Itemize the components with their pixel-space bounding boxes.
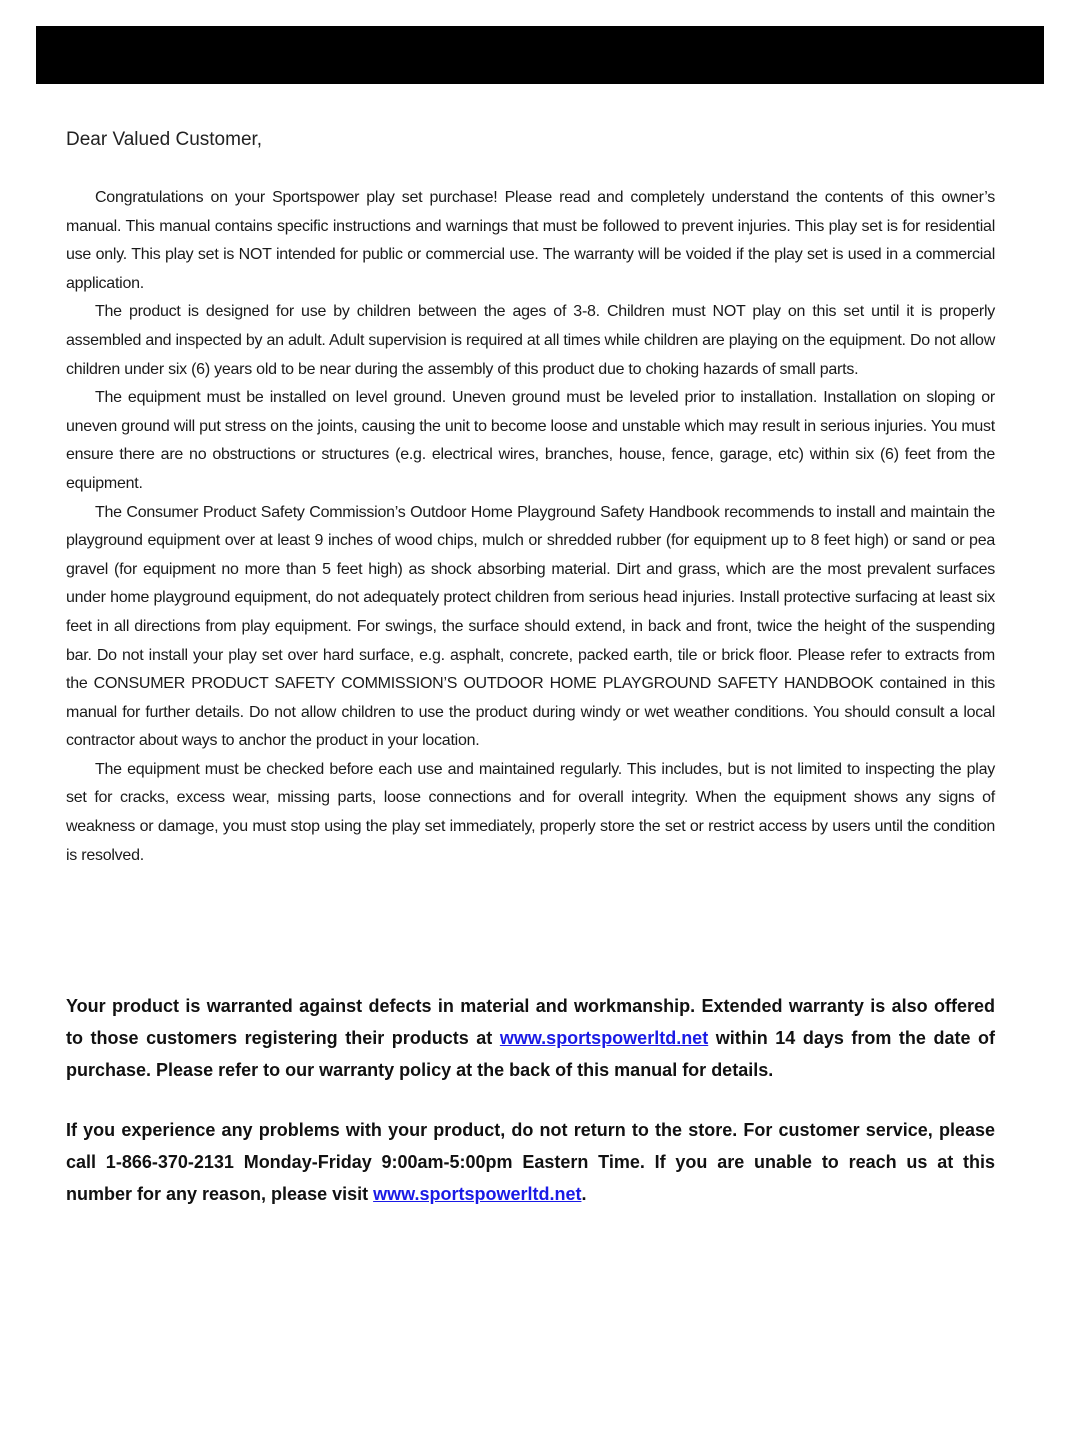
paragraph-maintenance: The equipment must be checked before each use and maintained regularly. This includes, but is not limited to inspecting the play set for cracks, excess wear, missing parts, loose connections and for overall integrity. When the equipment shows any signs of weakness or damage, you must stop using the play set immediately, properly store the set or restrict access by users until the condition is resolved. [66, 760, 995, 864]
service-text-end: . [581, 1184, 587, 1204]
header-bar [36, 26, 1044, 84]
service-website-link[interactable]: www.sportspowerltd.net [373, 1184, 582, 1204]
greeting: Dear Valued Customer, [66, 129, 263, 150]
paragraph-surfacing: The Consumer Product Safety Commission’s Outdoor Home Playground Safety Handbook recommends to install and maintain the playground equipment over at least 9 inches of wood chips, mulch or shredded rubber (for equipment up to 8 feet high) or sand or pea gravel (for equipment no more than 5 feet high) as shock absorbing material. Dirt and grass, which are the most prevalent surfaces under home playground equipment, do not adequately protect children from serious head injuries. Install protective surfacing at least six feet in all directions from play equipment. For swings, the surface should extend, in back and front, twice the height of the suspending bar. Do not install your play set over hard surface, e.g. asphalt, concrete, packed earth, tile or brick floor. Please refer to extracts from the CONSUMER PRODUCT SAFETY COMMISSION’S OUTDOOR HOME PLAYGROUND SAFETY HANDBOOK contained in this manual for further details. Do not allow children to use the product during windy or wet weather conditions. You should consult a local contractor about ways to anchor the product in your location. [66, 503, 995, 750]
warranty-text-end: within 14 days from the date of purchase. Please refer to our warranty policy at the back of this manual for details. [66, 1028, 996, 1080]
warranty-website-link[interactable]: www.sportspowerltd.net [499, 1028, 709, 1048]
paragraph-ground: The equipment must be installed on level ground. Uneven ground must be leveled prior to installation. Installation on sloping or uneven ground will put stress on the joints, causing the unit to become loose and unstable which may result in serious injuries. You must ensure there are no obstructions or structures (e.g. electrical wires, branches, house, fence, garage, etc) within six (6) feet from the equipment. [66, 389, 995, 492]
warranty-text: Your product is warranted against defects in material and workmanship. Extended warranty is also offered to those customers registering their products at [66, 996, 995, 1048]
paragraph-purchase: Congratulations on your Sportspower play set purchase! Please read and completely understand the contents of this owner’s manual. This manual contains specific instructions and warnings that must be followed to prevent injuries. This play set is for residential use only. This play set is NOT intended for public or commercial use. The warranty will be voided if the play set is used in a commercial application. [66, 189, 995, 292]
customer-service-notice [66, 1114, 995, 1210]
warranty-notice [66, 990, 995, 1086]
paragraph-age: The product is designed for use by children between the ages of 3-8. Children must NOT play on this set until it is properly assembled and inspected by an adult. Adult supervision is required at all times while children are playing on the equipment. Do not allow children under six (6) years old to be near during the assembly of this product due to choking hazards of small parts. [66, 303, 995, 378]
service-text: If you experience any problems with your product, do not return to the store. For customer service, please call 1-866-370-2131 Monday-Friday 9:00am-5:00pm Eastern Time. If you are unable to reach us at this number for any reason, please visit [66, 1120, 995, 1204]
intro-body [66, 184, 995, 870]
